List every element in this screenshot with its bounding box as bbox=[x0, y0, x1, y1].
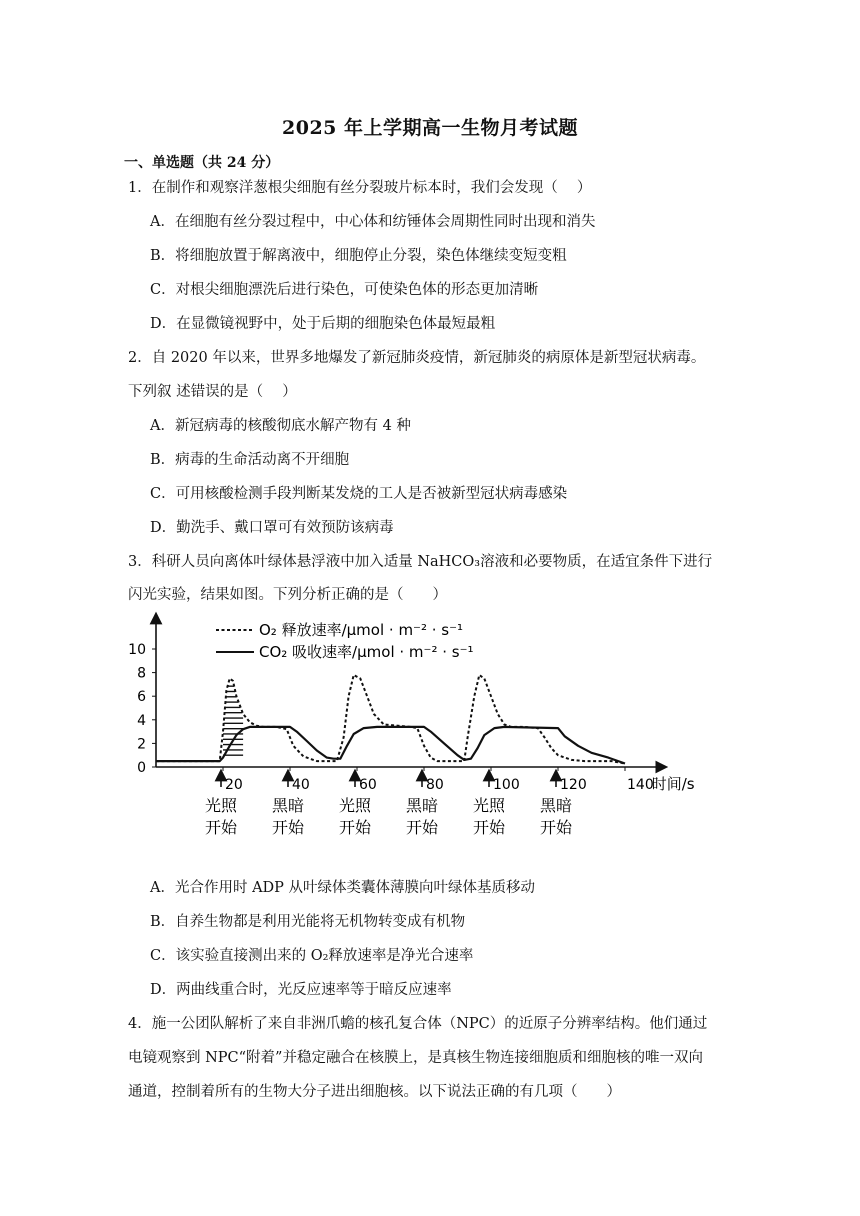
event-label: 开始 bbox=[539, 818, 573, 837]
event-label: 黑暗 bbox=[405, 796, 439, 815]
question-3-stem-line-1: 3．科研人员向离体叶绿体悬浮液中加入适量 NaHCO₃溶液和必要物质，在适宜条件下进行 bbox=[128, 554, 713, 570]
section-heading: 一、单选题（共 24 分） bbox=[124, 155, 280, 171]
question-1-option-b: B．将细胞放置于解离液中，细胞停止分裂，染色体继续变短变粗 bbox=[150, 248, 567, 264]
x-tick-label: 20 bbox=[225, 777, 243, 793]
page-title: 2025 年上学期高一生物月考试题 bbox=[282, 117, 578, 139]
x-axis-label: 时间/s bbox=[651, 775, 695, 793]
question-3-option-a: A．光合作用时 ADP 从叶绿体类囊体薄膜向叶绿体基质移动 bbox=[150, 880, 536, 896]
event-label: 光照 bbox=[472, 796, 506, 815]
question-1-option-c: C．对根尖细胞漂洗后进行染色，可使染色体的形态更加清晰 bbox=[150, 282, 539, 298]
question-2-stem-line-2: 下列叙 述错误的是（ ） bbox=[128, 384, 297, 400]
legend-o2-label: O₂ 释放速率/μmol · m⁻² · s⁻¹ bbox=[259, 621, 464, 639]
question-3-stem-line-2: 闪光实验，结果如图。下列分析正确的是（ ） bbox=[128, 587, 447, 603]
question-1-option-d: D．在显微镜视野中，处于后期的细胞染色体最短最粗 bbox=[150, 316, 496, 332]
question-2-option-d: D．勤洗手、戴口罩可有效预防该病毒 bbox=[150, 520, 394, 536]
rate-chart bbox=[126, 610, 726, 840]
question-2-option-a: A．新冠病毒的核酸彻底水解产物有 4 种 bbox=[150, 418, 411, 434]
question-3-option-b: B．自养生物都是利用光能将无机物转变成有机物 bbox=[150, 914, 466, 930]
question-4-stem-line-2: 电镜观察到 NPC“附着”并稳定融合在核膜上，是真核生物连接细胞质和细胞核的唯一双向 bbox=[128, 1050, 703, 1066]
x-tick-label: 80 bbox=[426, 777, 444, 793]
x-tick-label: 100 bbox=[493, 777, 520, 793]
event-label: 开始 bbox=[338, 818, 372, 837]
x-tick-label: 40 bbox=[292, 777, 310, 793]
event-label: 开始 bbox=[405, 818, 439, 837]
question-3-option-c: C．该实验直接测出来的 O₂释放速率是净光合速率 bbox=[150, 948, 474, 964]
legend-co2-label: CO₂ 吸收速率/μmol · m⁻² · s⁻¹ bbox=[259, 643, 474, 661]
y-tick-label: 0 bbox=[137, 760, 146, 776]
y-tick-label: 6 bbox=[137, 689, 146, 706]
question-1-stem: 1．在制作和观察洋葱根尖细胞有丝分裂玻片标本时，我们会发现（ ） bbox=[128, 180, 592, 196]
y-tick-label: 4 bbox=[137, 712, 146, 729]
y-tick-label: 2 bbox=[137, 736, 146, 753]
event-label: 开始 bbox=[271, 818, 305, 837]
question-2-option-c: C．可用核酸检测手段判断某发烧的工人是否被新型冠状病毒感染 bbox=[150, 486, 568, 502]
question-4-stem-line-1: 4．施一公团队解析了来自非洲爪蟾的核孔复合体（NPC）的近原子分辨率结构。他们通过 bbox=[128, 1016, 708, 1032]
event-label: 黑暗 bbox=[271, 796, 305, 815]
x-tick-label: 140 bbox=[627, 777, 654, 793]
event-label: 开始 bbox=[204, 818, 238, 837]
question-1-option-a: A．在细胞有丝分裂过程中，中心体和纺锤体会周期性同时出现和消失 bbox=[150, 214, 596, 230]
event-label: 开始 bbox=[472, 818, 506, 837]
x-tick-label: 60 bbox=[359, 777, 377, 793]
question-3-option-d: D．两曲线重合时，光反应速率等于暗反应速率 bbox=[150, 982, 452, 998]
event-label: 光照 bbox=[338, 796, 372, 815]
question-2-option-b: B．病毒的生命活动离不开细胞 bbox=[150, 452, 350, 468]
x-tick-label: 120 bbox=[560, 777, 587, 793]
y-tick-label: 10 bbox=[128, 642, 146, 658]
event-label: 黑暗 bbox=[539, 796, 573, 815]
event-label: 光照 bbox=[204, 796, 238, 815]
question-4-stem-line-3: 通道，控制着所有的生物大分子进出细胞核。以下说法正确的有几项（ ） bbox=[128, 1084, 621, 1100]
question-2-stem-line-1: 2．自 2020 年以来，世界多地爆发了新冠肺炎疫情，新冠肺炎的病原体是新型冠状病毒。 bbox=[128, 350, 706, 366]
y-tick-label: 8 bbox=[137, 665, 146, 682]
